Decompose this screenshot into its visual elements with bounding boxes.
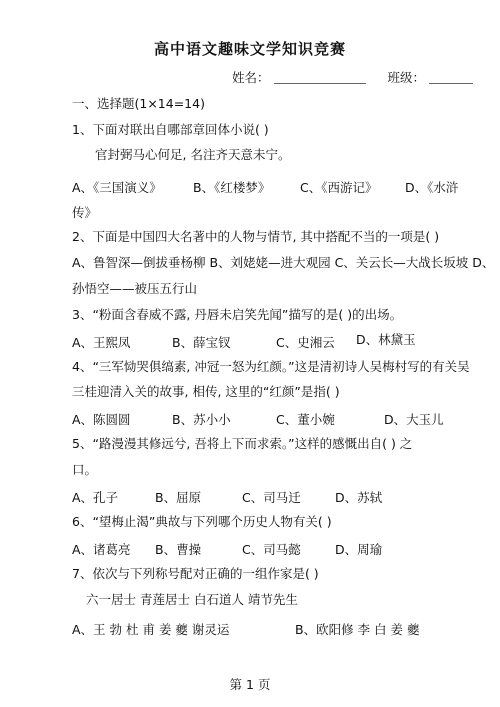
page-title: 高中语文趣味文学知识竞赛 <box>153 40 346 58</box>
class-label: 班级： <box>387 70 425 85</box>
q4-option-a[interactable]: A、陈圆圆 <box>72 412 131 427</box>
q6-option-d[interactable]: D、周瑜 <box>335 542 383 557</box>
q1-option-b[interactable]: B、《红楼梦》 <box>193 180 271 195</box>
class-blank[interactable] <box>429 71 473 84</box>
q5-option-d[interactable]: D、苏轼 <box>335 490 383 505</box>
q6-option-c[interactable]: C、司马懿 <box>242 542 301 557</box>
q6-option-b[interactable]: B、曹操 <box>155 542 202 557</box>
q3-option-c[interactable]: C、史湘云 <box>276 335 335 350</box>
q6-option-a[interactable]: A、诸葛亮 <box>72 542 131 557</box>
q3-option-a[interactable]: A、王熙凤 <box>72 335 131 350</box>
question-7-titles: 六一居士 青莲居士 白石道人 靖节先生 <box>86 592 298 607</box>
question-7-stem: 7、依次与下列称号配对正确的一组作家是( ) <box>72 566 319 581</box>
question-2-options-line[interactable]: A、鲁智深—倒拔垂杨柳 B、刘姥姥—进大观园 C、关云长—大战长坂坡 D、 <box>72 255 495 270</box>
q1-option-d-wrap: 传》 <box>72 205 98 220</box>
q4-option-d[interactable]: D、大玉儿 <box>384 412 444 427</box>
q5-option-b[interactable]: B、屈原 <box>155 490 202 505</box>
question-4-line-1: 4、“三军恸哭俱缟素, 冲冠一怒为红颜。”这是清初诗人吴梅村写的有关吴 <box>72 359 470 374</box>
q3-option-b[interactable]: B、薛宝钗 <box>172 335 231 350</box>
student-info <box>232 68 473 86</box>
question-5-line-1: 5、“路漫漫其修远兮, 吾将上下而求索。”这样的感慨出自( ) 之 <box>72 436 413 451</box>
question-2-stem: 2、下面是中国四大名著中的人物与情节, 其中搭配不当的一项是( ) <box>72 229 440 244</box>
q3-option-d[interactable]: D、林黛玉 <box>356 332 416 347</box>
question-1-stem: 1、下面对联出自哪部章回体小说( ) <box>72 122 269 137</box>
q7-option-a[interactable]: A、王 勃 杜 甫 姜 夔 谢灵运 <box>72 622 230 637</box>
q4-option-b[interactable]: B、苏小小 <box>172 412 231 427</box>
question-6-stem: 6、“望梅止渴”典故与下列哪个历史人物有关( ) <box>72 514 332 529</box>
page-number: 第 1 页 <box>229 677 271 692</box>
section-heading: 一、选择题(1×14=14) <box>72 96 205 111</box>
q5-option-c[interactable]: C、司马迁 <box>242 490 301 505</box>
question-4-line-2: 三桂迎清入关的故事, 相传, 这里的“红颜”是指( ) <box>72 384 340 399</box>
q1-option-d[interactable]: D、《水浒 <box>405 180 459 195</box>
q5-option-a[interactable]: A、孔子 <box>72 490 119 505</box>
question-3-stem: 3、“粉面含春威不露, 丹唇未启笑先闻”描写的是( )的出场。 <box>72 307 403 322</box>
question-2-options-wrap[interactable]: 孙悟空——被压五行山 <box>72 281 198 296</box>
name-label: 姓名： <box>232 70 270 85</box>
q4-option-c[interactable]: C、董小婉 <box>276 412 335 427</box>
q1-option-c[interactable]: C、《西游记》 <box>300 180 378 195</box>
name-blank[interactable] <box>274 71 366 84</box>
question-1-couplet: 官封弼马心何足, 名注齐天意未宁。 <box>95 147 291 162</box>
q7-option-b[interactable]: B、欧阳修 李 白 姜 夔 <box>295 622 420 637</box>
question-5-line-2: 口。 <box>72 462 98 477</box>
q1-option-a[interactable]: A、《三国演义》 <box>72 180 162 195</box>
